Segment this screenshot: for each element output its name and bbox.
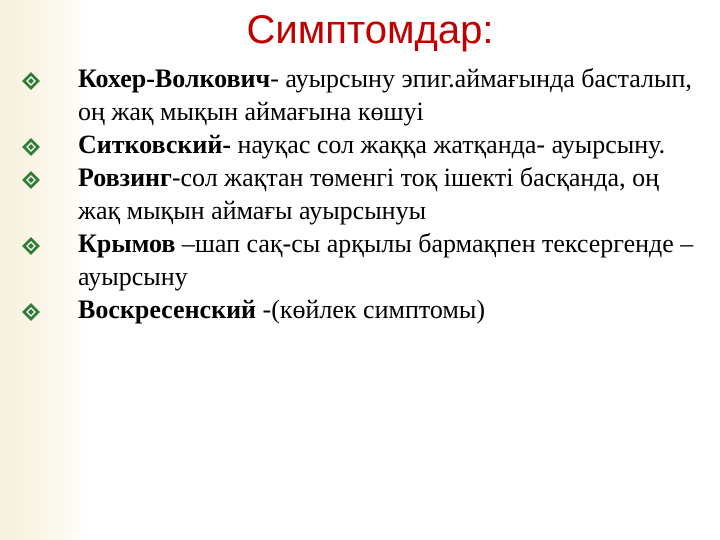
diamond-bullet-icon xyxy=(22,171,40,189)
diamond-bullet-icon xyxy=(22,72,40,90)
diamond-bullet-icon xyxy=(22,237,40,255)
symptom-description: науқас сол жаққа жатқанда- ауырсыну. xyxy=(231,130,666,159)
symptom-description: -сол жақтан төменгі тоқ ішекті басқанда, оң жақ мықын аймағы ауырсынуы xyxy=(78,163,659,225)
symptom-name: Ситковский- xyxy=(78,130,232,159)
symptom-name: Кохер-Волкович xyxy=(78,64,271,93)
list-item xyxy=(0,128,720,161)
symptom-name: Воскресенский xyxy=(78,295,257,324)
list-item xyxy=(0,161,720,227)
symptom-list xyxy=(0,62,720,326)
symptom-description: -(көйлек симптомы) xyxy=(256,295,485,324)
slide-title: Симптомдар: xyxy=(246,8,494,52)
symptom-description: –шап сақ-сы арқылы бармақпен тексергенде – ауырсыну xyxy=(78,229,694,291)
diamond-bullet-icon xyxy=(22,303,40,321)
symptom-name: Крымов xyxy=(78,229,176,258)
list-item xyxy=(0,62,720,128)
symptom-description: - ауырсыну эпиг.аймағында басталып, оң жақ мықын аймағына көшуі xyxy=(78,64,692,126)
list-item xyxy=(0,227,720,293)
list-item xyxy=(0,293,720,326)
diamond-bullet-icon xyxy=(22,138,40,156)
symptom-name: Ровзинг xyxy=(78,163,172,192)
